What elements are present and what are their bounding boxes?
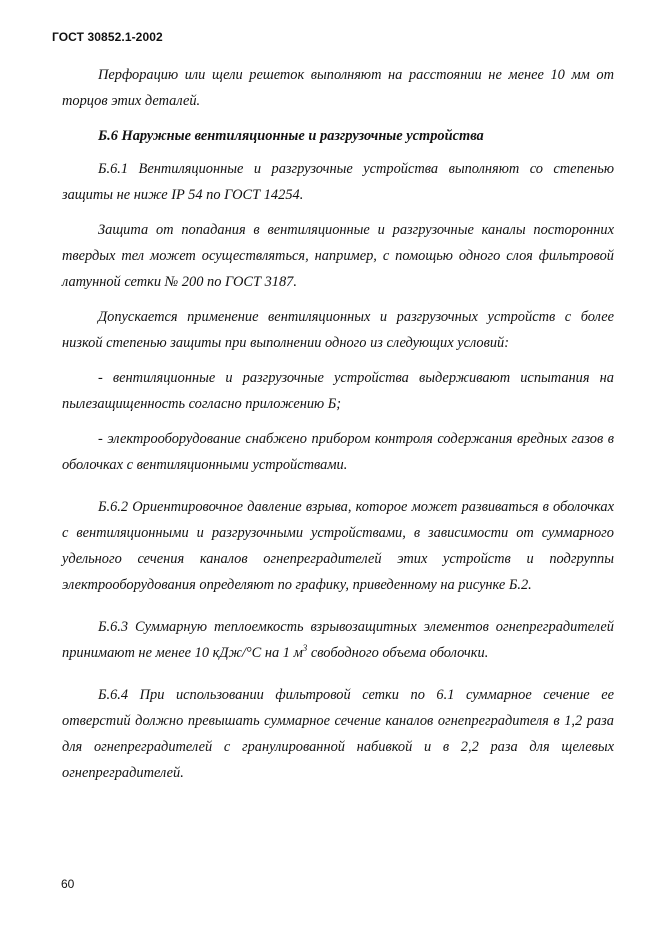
page-number: 60: [61, 877, 75, 891]
section-heading-b6: Б.6 Наружные вентиляционные и разгрузочные устройства: [98, 128, 484, 144]
paragraph-b6-1: Б.6.1 Вентиляционные и разгрузочные устройства выполняют со степенью защиты не ниже IP 54 по ГОСТ 14254.: [62, 161, 614, 203]
cubic-superscript: 3: [302, 643, 308, 654]
paragraph-b6-3-tail: свободного объема оболочки.: [307, 645, 489, 661]
list-item-dust-test: - вентиляционные и разгрузочные устройства выдерживают испытания на пылезащищенность согласно приложению Б;: [62, 370, 614, 412]
paragraph-b6-3-main: Б.6.3 Суммарную теплоемкость взрывозащитных элементов огнепреградителей принимают не менее 10 кДж/°С на 1 м: [62, 619, 614, 661]
paragraph-b6-3: [62, 614, 614, 666]
paragraph-protection: Защита от попадания в вентиляционные и разгрузочные каналы посторонних твердых тел может осуществляться, например, с помощью одного слоя фильтровой латунной сетки № 200 по ГОСТ 3187.: [62, 222, 614, 290]
list-item-gas-control: - электрооборудование снабжено прибором контроля содержания вредных газов в оболочках с вентиляционными устройствами.: [62, 431, 614, 473]
document-body: [62, 62, 614, 795]
paragraph-b6-4: Б.6.4 При использовании фильтровой сетки по 6.1 суммарное сечение ее отверстий должно превышать суммарное сечение каналов огнепреградителя в 1,2 раза для огнепреградителей с гранулированной набивкой и в 2,2 раза для щелевых огнепреградителей.: [62, 687, 614, 781]
document-header-standard: ГОСТ 30852.1-2002: [52, 30, 163, 44]
paragraph-b6-2: Б.6.2 Ориентировочное давление взрыва, которое может развиваться в оболочках с вентиляционными и разгрузочными устройствами, в зависимости от суммарного удельного сечения каналов огнепреградителей этих устройств и подгруппы электрооборудования определяют по графику, приведенному на рисунке Б.2.: [62, 499, 614, 593]
paragraph-lower-protection: Допускается применение вентиляционных и разгрузочных устройств с более низкой степенью защиты при выполнении одного из следующих условий:: [62, 309, 614, 351]
paragraph-perforation: Перфорацию или щели решеток выполняют на расстоянии не менее 10 мм от торцов этих деталей.: [62, 67, 614, 109]
